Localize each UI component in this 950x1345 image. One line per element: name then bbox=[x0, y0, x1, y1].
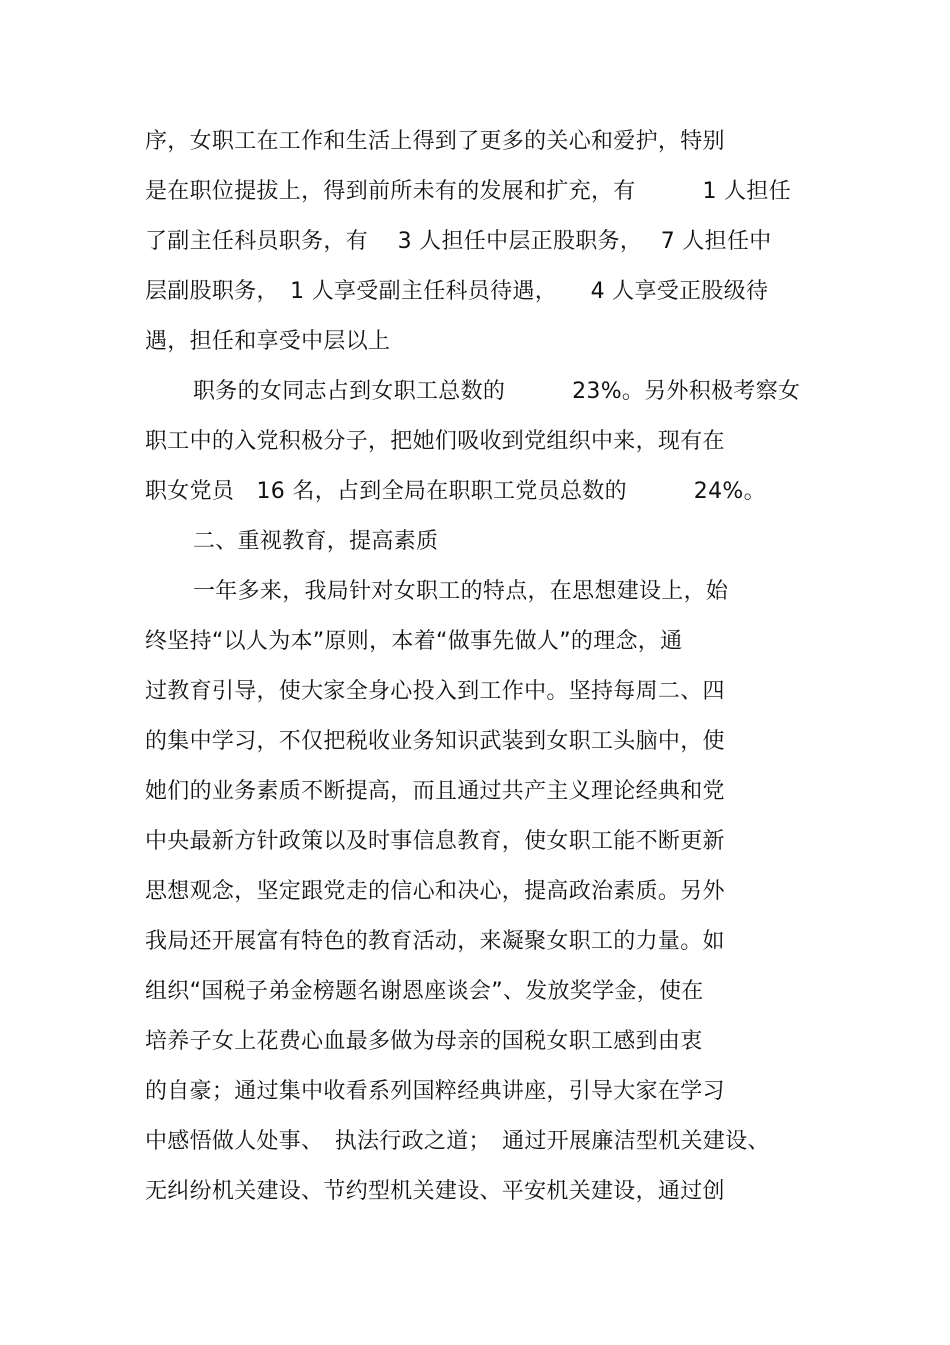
text-line-17: 我局还开展富有特色的教育活动，来凝聚女职工的力量。如 bbox=[145, 929, 725, 954]
text-line-3: 了副主任科员职务，有 3 人担任中层正股职务， 7 人担任中 bbox=[145, 229, 772, 254]
text-line-1: 序，女职工在工作和生活上得到了更多的关心和爱护，特别 bbox=[145, 129, 725, 154]
text-line-13: 的集中学习，不仅把税收业务知识武装到女职工头脑中，使 bbox=[145, 729, 725, 754]
text-line-21: 中感悟做人处事、 执法行政之道； 通过开展廉洁型机关建设、 bbox=[145, 1129, 770, 1154]
text-line-12: 过教育引导，使大家全身心投入到工作中。坚持每周二、四 bbox=[145, 679, 725, 704]
text-line-7: 职工中的入党积极分子，把她们吸收到党组织中来，现有在 bbox=[145, 429, 725, 454]
text-line-15: 中央最新方针政策以及时事信息教育，使女职工能不断更新 bbox=[145, 829, 725, 854]
text-line-22: 无纠纷机关建设、节约型机关建设、平安机关建设，通过创 bbox=[145, 1179, 725, 1204]
text-line-14: 她们的业务素质不断提高，而且通过共产主义理论经典和党 bbox=[145, 779, 725, 804]
text-line-18: 组织“国税子弟金榜题名谢恩座谈会”、发放奖学金，使在 bbox=[145, 979, 704, 1004]
text-line-16: 思想观念，坚定跟党走的信心和决心，提高政治素质。另外 bbox=[145, 879, 725, 904]
text-line-6: 职务的女同志占到女职工总数的 23%。另外积极考察女 bbox=[193, 379, 801, 404]
text-line-11: 终坚持“以人为本”原则，本着“做事先做人”的理念，通 bbox=[145, 629, 683, 654]
text-line-5: 遇，担任和享受中层以上 bbox=[145, 329, 391, 354]
text-line-8: 职女党员 16 名，占到全局在职职工党员总数的 24%。 bbox=[145, 479, 766, 504]
text-line-19: 培养子女上花费心血最多做为母亲的国税女职工感到由衷 bbox=[145, 1029, 703, 1054]
text-line-20: 的自豪；通过集中收看系列国粹经典讲座，引导大家在学习 bbox=[145, 1079, 725, 1104]
text-line-2: 是在职位提拔上，得到前所未有的发展和扩充，有 1 人担任 bbox=[145, 179, 791, 204]
section-heading: 二、重视教育，提高素质 bbox=[193, 529, 439, 554]
text-line-4: 层副股职务， 1 人享受副主任科员待遇， 4 人享受正股级待 bbox=[145, 279, 769, 304]
text-line-10: 一年多来，我局针对女职工的特点，在思想建设上，始 bbox=[193, 579, 729, 604]
